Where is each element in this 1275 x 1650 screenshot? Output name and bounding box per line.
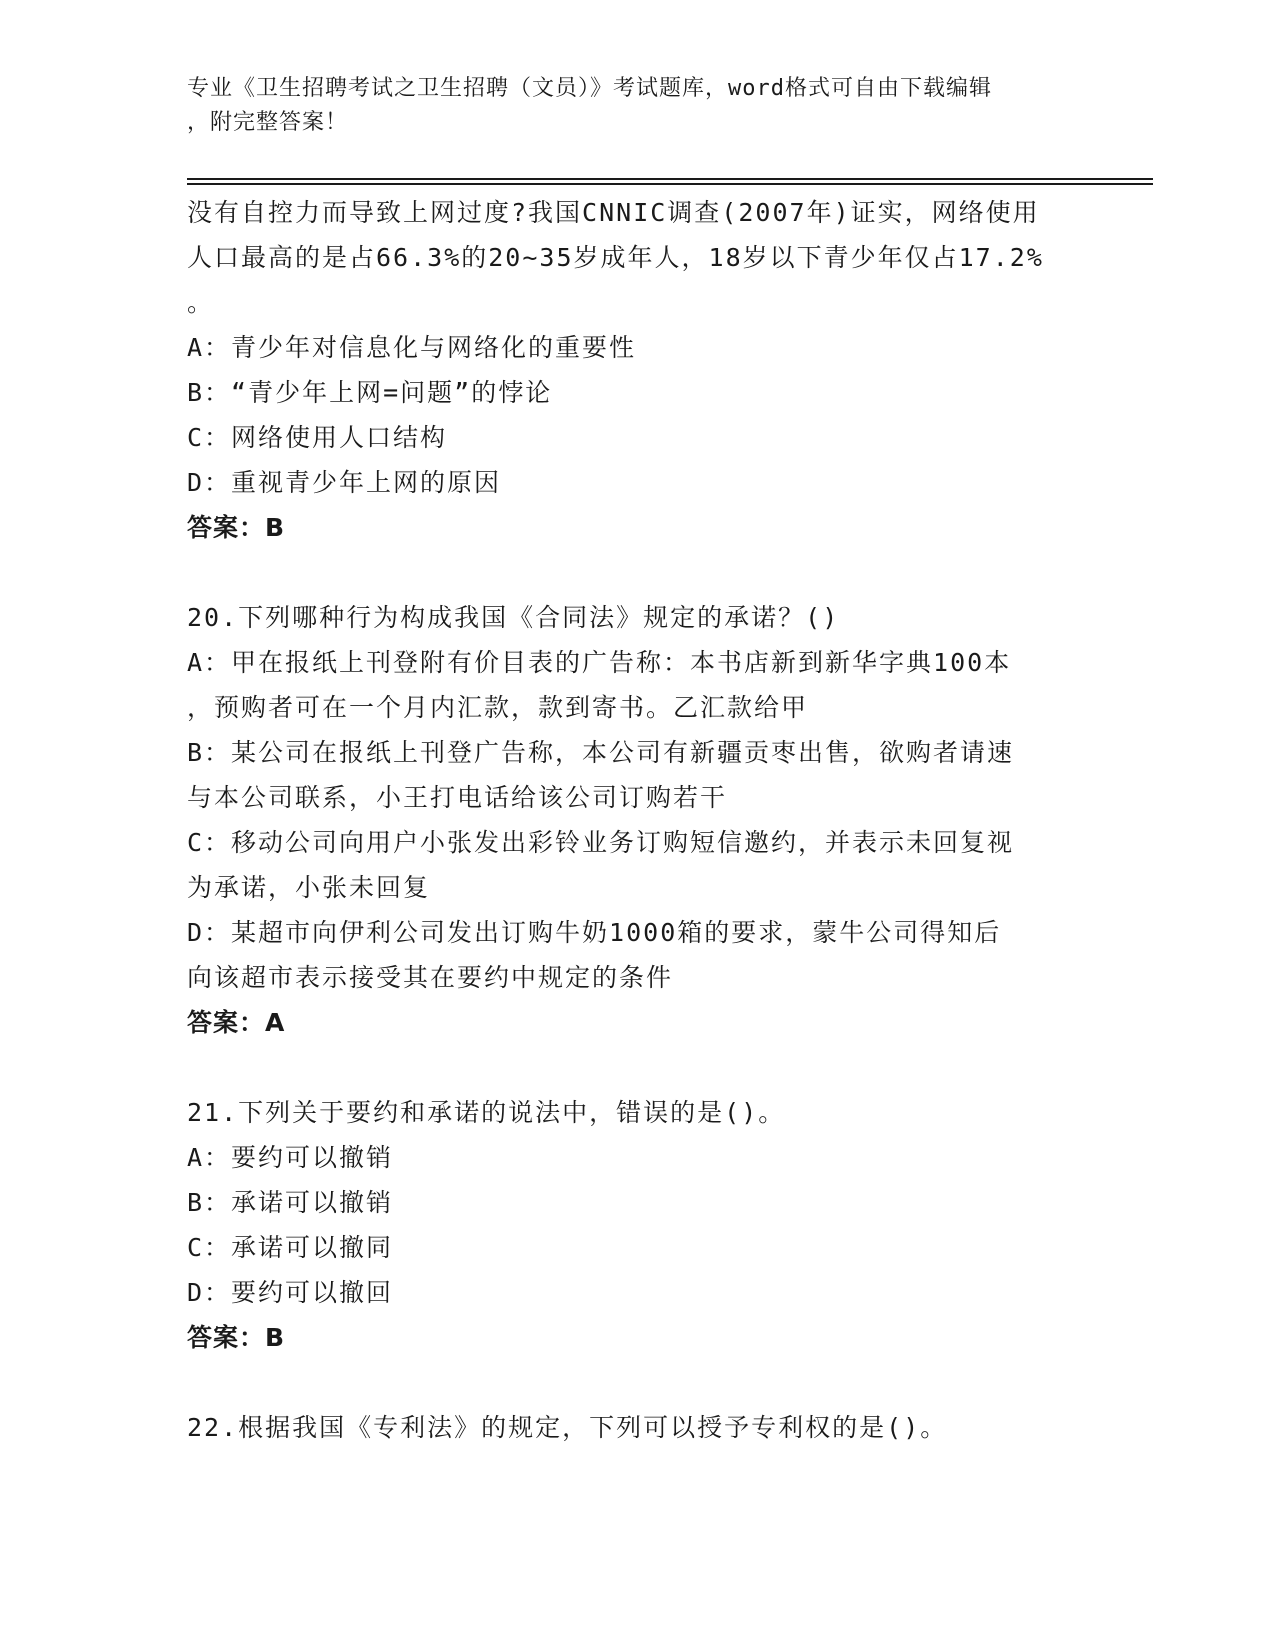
- question-19-option-b: B：“青少年上网=问题”的悖论: [187, 378, 553, 407]
- question-21-option-c: C：承诺可以撤同: [187, 1233, 394, 1262]
- question-20-option-b-line-1: B：某公司在报纸上刊登广告称，本公司有新疆贡枣出售，欲购者请速: [187, 738, 1015, 767]
- question-19-block: [187, 190, 1147, 550]
- question-20-stem: 20.下列哪种行为构成我国《合同法》规定的承诺？(): [187, 603, 840, 632]
- question-19-option-c: C：网络使用人口结构: [187, 423, 448, 452]
- header-divider-bottom: [187, 183, 1153, 185]
- question-21-stem: 21.下列关于要约和承诺的说法中，错误的是()。: [187, 1098, 786, 1127]
- header-divider-top: [187, 178, 1153, 180]
- question-21-option-a: A：要约可以撤销: [187, 1143, 394, 1172]
- question-20-option-a-line-1: A：甲在报纸上刊登附有价目表的广告称：本书店新到新华字典100本: [187, 648, 1012, 677]
- question-20-option-a-line-2: ，预购者可在一个月内汇款，款到寄书。乙汇款给甲: [187, 693, 809, 722]
- question-21-answer: 答案：B: [187, 1323, 286, 1352]
- question-20-option-c-line-2: 为承诺，小张未回复: [187, 873, 431, 902]
- question-21-option-b: B：承诺可以撤销: [187, 1188, 394, 1217]
- question-19-option-d: D：重视青少年上网的原因: [187, 468, 502, 497]
- question-19-stem-line-2: 人口最高的是占66.3%的20~35岁成年人，18岁以下青少年仅占17.2%: [187, 243, 1044, 272]
- spacer: [187, 1360, 1147, 1405]
- question-20-option-b-line-2: 与本公司联系，小王打电话给该公司订购若干: [187, 783, 728, 812]
- question-20-answer: 答案：A: [187, 1008, 286, 1037]
- question-content: [187, 190, 1147, 1450]
- question-22-block: [187, 1405, 1147, 1450]
- question-21-block: [187, 1090, 1147, 1360]
- question-20-block: [187, 595, 1147, 1045]
- header-line-2: ，附完整答案！: [187, 110, 349, 135]
- document-header: [187, 72, 1087, 140]
- question-20-option-c-line-1: C：移动公司向用户小张发出彩铃业务订购短信邀约，并表示未回复视: [187, 828, 1015, 857]
- spacer: [187, 1045, 1147, 1090]
- question-20-option-d-line-1: D：某超市向伊利公司发出订购牛奶1000箱的要求，蒙牛公司得知后: [187, 918, 1002, 947]
- question-20-option-d-line-2: 向该超市表示接受其在要约中规定的条件: [187, 963, 674, 992]
- question-22-stem: 22.根据我国《专利法》的规定，下列可以授予专利权的是()。: [187, 1413, 948, 1442]
- question-19-answer: 答案：B: [187, 513, 286, 542]
- question-19-stem-line-3: 。: [187, 288, 215, 317]
- header-line-1: 专业《卫生招聘考试之卫生招聘（文员）》考试题库，word格式可自由下载编辑: [187, 76, 992, 101]
- spacer: [187, 550, 1147, 595]
- question-19-stem-line-1: 没有自控力而导致上网过度?我国CNNIC调查(2007年)证实，网络使用: [187, 198, 1040, 227]
- question-21-option-d: D：要约可以撤回: [187, 1278, 394, 1307]
- question-19-option-a: A：青少年对信息化与网络化的重要性: [187, 333, 637, 362]
